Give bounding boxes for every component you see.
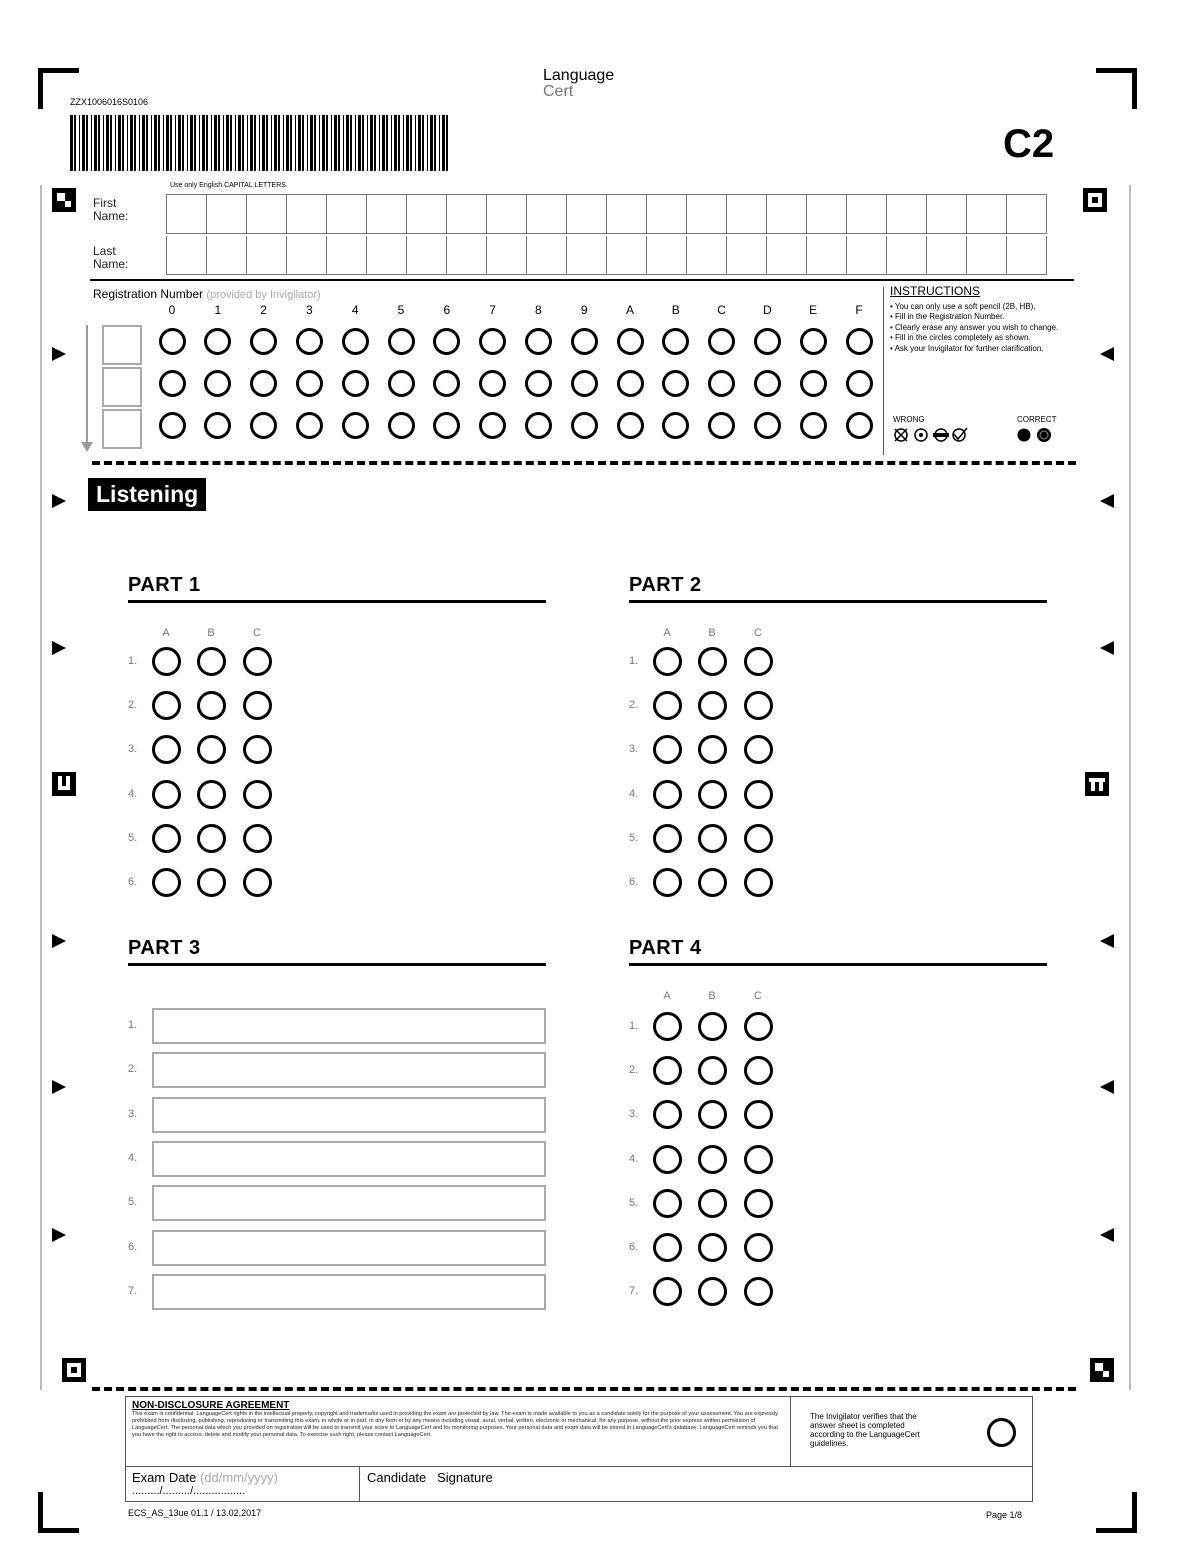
part2-question-number: 3. [629, 743, 639, 756]
registration-bubble[interactable] [204, 412, 231, 439]
registration-bubble[interactable] [296, 412, 323, 439]
part4-answer-bubble[interactable] [653, 1056, 682, 1085]
letter-cell[interactable] [1007, 236, 1047, 275]
registration-bubble[interactable] [342, 370, 369, 397]
dashed-separator [92, 461, 1076, 465]
right-margin-line [1129, 185, 1131, 1390]
part4-question-number: 1. [629, 1020, 639, 1032]
part1-question-number: 5. [128, 831, 138, 844]
left-margin-line [40, 185, 42, 1390]
part2-answer-bubble[interactable] [744, 868, 773, 897]
part2-answer-bubble[interactable] [744, 647, 773, 676]
part2-option-header: C [754, 627, 762, 639]
letter-cell[interactable] [967, 236, 1007, 275]
candidate-signature-label[interactable]: Candidate Signature [367, 1470, 493, 1485]
part1-title: PART 1 [128, 574, 201, 596]
registration-bubble[interactable] [388, 328, 415, 355]
registration-bubble[interactable] [571, 328, 598, 355]
registration-bubble[interactable] [342, 412, 369, 439]
registration-bubble[interactable] [250, 328, 277, 355]
part4-answer-bubble[interactable] [744, 1056, 773, 1085]
registration-note: (provided by Invigilator) [206, 289, 321, 301]
instruction-item: • Clearly erase any answer you wish to change. [890, 322, 1059, 332]
registration-bubble[interactable] [250, 412, 277, 439]
part2-question-number: 5. [629, 831, 639, 844]
registration-bubble[interactable] [159, 328, 186, 355]
part1-answer-bubble[interactable] [243, 735, 272, 764]
barcode [70, 115, 988, 171]
part1-answer-bubble[interactable] [243, 780, 272, 809]
part2-answer-bubble[interactable] [698, 868, 727, 897]
timing-mark-right-icon [52, 347, 66, 361]
footer-divider [359, 1466, 360, 1502]
letter-cell[interactable] [607, 195, 647, 234]
part4-answer-bubble[interactable] [744, 1277, 773, 1306]
part1-answer-bubble[interactable] [243, 868, 272, 897]
letter-cell[interactable] [767, 236, 807, 275]
timing-mark-right-icon [52, 494, 66, 508]
timing-mark-right-icon [52, 641, 66, 655]
capital-letters-note: Use only English CAPITAL LETTERS. [170, 182, 288, 189]
part2-option-header: A [663, 627, 671, 639]
dashed-separator [92, 1387, 1076, 1391]
registration-bubble[interactable] [754, 328, 781, 355]
registration-bubble[interactable] [754, 370, 781, 397]
part1-question-number: 6. [128, 876, 138, 888]
registration-bubble[interactable] [708, 370, 735, 397]
registration-bubble[interactable] [250, 370, 277, 397]
part3-answer-box[interactable] [152, 1097, 546, 1133]
exam-date-field[interactable] [132, 1470, 278, 1485]
letter-cell[interactable] [487, 195, 527, 234]
part2-answer-bubble[interactable] [744, 691, 773, 720]
letter-cell[interactable] [847, 195, 887, 234]
part4-answer-bubble[interactable] [698, 1145, 727, 1174]
registration-bubble[interactable] [433, 328, 460, 355]
footer-box [125, 1396, 1033, 1502]
registration-bubble[interactable] [846, 328, 873, 355]
registration-bubble[interactable] [433, 412, 460, 439]
registration-label: Registration Number [93, 287, 204, 301]
part1-answer-bubble[interactable] [243, 824, 272, 853]
registration-bubble[interactable] [708, 328, 735, 355]
registration-digit-header: E [809, 303, 818, 317]
part1-question-number: 4. [128, 787, 138, 800]
registration-bubble[interactable] [846, 412, 873, 439]
letter-cell[interactable] [527, 236, 567, 275]
part2-answer-bubble[interactable] [653, 868, 682, 897]
registration-bubble[interactable] [662, 328, 689, 355]
registration-bubble[interactable] [479, 412, 506, 439]
letter-cell[interactable] [367, 195, 407, 234]
part1-option-header: C [253, 627, 261, 639]
letter-cell[interactable] [287, 195, 327, 234]
part2-answer-bubble[interactable] [653, 691, 682, 720]
registration-digit-header: 9 [580, 303, 588, 317]
instruction-item: • Fill in the circles completely as shown. [890, 333, 1031, 342]
logo-line2: Cert [543, 83, 574, 100]
registration-bubble[interactable] [525, 412, 552, 439]
letter-cell[interactable] [807, 195, 847, 234]
part1-answer-bubble[interactable] [197, 780, 226, 809]
letter-cell[interactable] [727, 195, 767, 234]
letter-cell[interactable] [567, 195, 607, 234]
registration-bubble[interactable] [800, 328, 827, 355]
timing-mark-left-icon [1100, 347, 1114, 361]
part2-question-number: 6. [629, 876, 639, 888]
serial-number: ZZX1006016S0106 [70, 97, 149, 107]
part4-option-header: C [754, 990, 762, 1002]
part1-option-header: A [162, 627, 170, 639]
footer-divider [790, 1397, 791, 1466]
part1-answer-bubble[interactable] [197, 868, 226, 897]
letter-cell[interactable] [527, 195, 567, 234]
part1-answer-bubble[interactable] [197, 735, 226, 764]
part2-answer-bubble[interactable] [698, 824, 727, 853]
part3-answer-box[interactable] [152, 1185, 546, 1221]
wrong-marks-icon [893, 426, 973, 444]
registration-box-1[interactable] [102, 325, 142, 365]
last-name-label: Last Name: [93, 244, 129, 271]
instructions-divider [883, 287, 884, 455]
part2-answer-bubble[interactable] [698, 691, 727, 720]
letter-cell[interactable] [327, 236, 367, 275]
timing-mark-left-icon [1100, 641, 1114, 655]
letter-cell[interactable] [167, 195, 207, 234]
instruction-item: • You can only use a soft pencil (2B, HB). [890, 301, 1036, 311]
part2-rule [629, 600, 1047, 603]
part3-answer-box[interactable] [152, 1052, 546, 1088]
part2-question-number: 4. [629, 787, 639, 800]
letter-cell[interactable] [407, 236, 447, 275]
letter-cell[interactable] [287, 236, 327, 275]
part4-question-number: 6. [629, 1241, 639, 1253]
letter-cell[interactable] [447, 236, 487, 275]
registration-bubble[interactable] [525, 328, 552, 355]
down-arrow-icon [81, 442, 93, 452]
part2-question-number: 2. [629, 699, 639, 712]
letter-cell[interactable] [967, 195, 1007, 234]
letter-cell[interactable] [927, 195, 967, 234]
part3-question-number: 1. [128, 1019, 138, 1031]
instructions-panel [890, 284, 1072, 354]
registration-bubble[interactable] [296, 328, 323, 355]
part2-answer-bubble[interactable] [653, 824, 682, 853]
registration-digit-header: D [763, 303, 772, 317]
registration-title [93, 287, 321, 301]
correct-marks-icon [1015, 426, 1057, 444]
part1-answer-bubble[interactable] [152, 647, 181, 676]
part1-answer-bubble[interactable] [197, 691, 226, 720]
part2-answer-bubble[interactable] [744, 735, 773, 764]
part3-question-number: 7. [128, 1284, 138, 1297]
part4-answer-bubble[interactable] [698, 1189, 727, 1218]
part1-answer-bubble[interactable] [243, 691, 272, 720]
name-section-divider [90, 279, 1074, 281]
invigilator-verification-bubble[interactable] [987, 1418, 1016, 1447]
letter-cell[interactable] [887, 195, 927, 234]
last-name-grid[interactable] [166, 236, 1047, 275]
registration-digit-header: 5 [397, 303, 405, 317]
part4-title: PART 4 [629, 937, 702, 959]
letter-cell[interactable] [647, 195, 687, 234]
instruction-item: • Fill in the Registration Number. [890, 312, 1005, 321]
part2-answer-bubble[interactable] [653, 735, 682, 764]
letter-cell[interactable] [847, 236, 887, 275]
part1-answer-bubble[interactable] [152, 691, 181, 720]
letter-cell[interactable] [687, 236, 727, 275]
languagecert-logo [543, 68, 614, 100]
registration-bubble[interactable] [525, 370, 552, 397]
registration-bubble[interactable] [571, 412, 598, 439]
registration-bubble[interactable] [617, 328, 644, 355]
exam-level: C2 [1003, 122, 1055, 166]
part4-question-number: 3. [629, 1108, 639, 1121]
registration-box-3[interactable] [102, 409, 142, 449]
registration-digit-header: B [671, 303, 680, 317]
letter-cell[interactable] [1007, 195, 1047, 234]
part1-answer-bubble[interactable] [152, 735, 181, 764]
part1-answer-bubble[interactable] [197, 824, 226, 853]
document-code: ECS_AS_13ue 01.1 / 13.02.2017 [128, 1508, 262, 1518]
letter-cell[interactable] [207, 195, 247, 234]
part4-answer-bubble[interactable] [744, 1189, 773, 1218]
page-number: Page 1/8 [986, 1510, 1023, 1520]
part4-answer-bubble[interactable] [744, 1233, 773, 1262]
part1-answer-bubble[interactable] [152, 780, 181, 809]
part4-option-header: A [663, 990, 671, 1002]
part4-question-number: 2. [629, 1064, 639, 1077]
logo-line1: Language [543, 67, 615, 84]
part3-question-number: 3. [128, 1107, 138, 1120]
part3-question-number: 2. [128, 1063, 138, 1076]
letter-cell[interactable] [207, 236, 247, 275]
alignment-marker-icon [52, 188, 76, 212]
part1-answer-bubble[interactable] [152, 824, 181, 853]
nda-block [132, 1400, 787, 1439]
registration-digit-header: 8 [535, 303, 542, 317]
letter-cell[interactable] [367, 236, 407, 275]
letter-cell[interactable] [687, 195, 727, 234]
registration-digit-header: F [855, 303, 863, 317]
part4-answer-bubble[interactable] [653, 1233, 682, 1262]
part3-question-number: 6. [128, 1240, 138, 1253]
registration-bubble[interactable] [388, 370, 415, 397]
registration-bubble[interactable] [571, 370, 598, 397]
part1-question-number: 1. [128, 655, 138, 667]
registration-digit-header: A [625, 303, 634, 317]
part3-question-number: 5. [128, 1196, 138, 1209]
registration-bubble[interactable] [662, 370, 689, 397]
alignment-marker-icon [1085, 772, 1109, 796]
wrong-label: WRONG [893, 415, 925, 424]
alignment-marker-icon [1090, 1358, 1114, 1382]
part2-answer-bubble[interactable] [698, 780, 727, 809]
part1-question-number: 3. [128, 743, 138, 756]
registration-digit-header: 2 [260, 303, 267, 317]
alignment-marker-icon [52, 772, 76, 796]
registration-bubble[interactable] [388, 412, 415, 439]
part4-question-number: 4. [629, 1152, 639, 1165]
registration-bubble[interactable] [479, 370, 506, 397]
part2-answer-bubble[interactable] [698, 647, 727, 676]
part1-option-header: B [207, 627, 215, 639]
part4-answer-bubble[interactable] [744, 1012, 773, 1041]
alignment-marker-icon [1083, 188, 1107, 212]
nda-text: This exam is confidential. LanguageCert rights in the intellectual property, copyright and trademarks used in providing the exam are protected by law. The exam is made available to you as a candidate solely for the purpose of your assessment. You are expressly prohibited from disclosing, publishing, reproducing or transmitting this exam, in whole or in part, in any form or by any means including visual, aural, verbal, written, electronic or mechanical, for any purpose, without the prior express written permission of LanguageCert. The personal data which you provided on registration will be used to transmit your score to LanguageCert and for monitoring purposes. Your personal data and exam data will be stored in LanguageCert's database. LanguageCert reminds you that you have the right to access, delete and modify your personal data. To exercise such right, please contact LanguageCert. [132, 1411, 778, 1438]
part4-answer-bubble[interactable] [653, 1100, 682, 1129]
part1-answer-bubble[interactable] [243, 647, 272, 676]
registration-digit-header: 6 [443, 303, 451, 317]
alignment-marker-icon [62, 1358, 86, 1382]
registration-bubble[interactable] [204, 328, 231, 355]
instructions-heading: INSTRUCTIONS [890, 284, 980, 298]
correct-label: CORRECT [1017, 415, 1057, 424]
part2-option-header: B [708, 627, 716, 639]
part2-answer-bubble[interactable] [653, 780, 682, 809]
registration-bubble[interactable] [754, 412, 781, 439]
registration-box-2[interactable] [102, 367, 142, 407]
footer-hline [126, 1466, 1032, 1467]
part1-rule [128, 600, 546, 603]
part4-answer-bubble[interactable] [698, 1012, 727, 1041]
letter-cell[interactable] [607, 236, 647, 275]
part4-answer-bubble[interactable] [698, 1100, 727, 1129]
first-name-grid[interactable] [166, 194, 1047, 234]
part4-question-number: 5. [629, 1196, 639, 1209]
part3-title: PART 3 [128, 937, 201, 959]
part3-rule [128, 963, 546, 966]
part4-answer-bubble[interactable] [744, 1145, 773, 1174]
letter-cell[interactable] [247, 236, 287, 275]
part4-answer-bubble[interactable] [653, 1012, 682, 1041]
registration-digit-header: C [717, 303, 726, 317]
letter-cell[interactable] [167, 236, 207, 275]
registration-bubble[interactable] [800, 370, 827, 397]
registration-digit-header: 7 [489, 303, 496, 317]
letter-cell[interactable] [247, 195, 287, 234]
part2-answer-bubble[interactable] [744, 824, 773, 853]
letter-cell[interactable] [647, 236, 687, 275]
invigilator-text: The Invigilator verifies that the answer sheet is completed according to the LanguageCert guidelines. [810, 1412, 920, 1448]
registration-bubble[interactable] [617, 412, 644, 439]
part2-question-number: 1. [629, 655, 639, 667]
letter-cell[interactable] [767, 195, 807, 234]
exam-date-blank: ........./........./................. [132, 1485, 246, 1497]
registration-bubble[interactable] [708, 412, 735, 439]
part1-answer-bubble[interactable] [197, 647, 226, 676]
registration-bubble[interactable] [204, 370, 231, 397]
timing-mark-right-icon [52, 1228, 66, 1242]
registration-bubble[interactable] [479, 328, 506, 355]
letter-cell[interactable] [567, 236, 607, 275]
registration-bubble[interactable] [846, 370, 873, 397]
part1-question-number: 2. [128, 699, 138, 712]
instruction-item: • Ask your Invigilator for further clarification. [890, 343, 1044, 353]
letter-cell[interactable] [887, 236, 927, 275]
registration-bubble[interactable] [296, 370, 323, 397]
part4-option-header: B [708, 990, 716, 1002]
registration-bubble[interactable] [159, 412, 186, 439]
crop-mark-bottom-left [38, 1492, 79, 1533]
part2-answer-bubble[interactable] [698, 735, 727, 764]
registration-bubble[interactable] [662, 412, 689, 439]
section-title-listening: Listening [88, 478, 206, 511]
registration-bubble[interactable] [342, 328, 369, 355]
part4-answer-bubble[interactable] [698, 1233, 727, 1262]
timing-mark-left-icon [1100, 1228, 1114, 1242]
part3-answer-box[interactable] [152, 1141, 546, 1177]
timing-mark-right-icon [52, 1080, 66, 1094]
letter-cell[interactable] [447, 195, 487, 234]
part3-answer-box[interactable] [152, 1274, 546, 1310]
letter-cell[interactable] [807, 236, 847, 275]
part4-question-number: 7. [629, 1285, 639, 1298]
part3-question-number: 4. [128, 1151, 138, 1164]
timing-mark-right-icon [52, 934, 66, 948]
registration-bubble[interactable] [617, 370, 644, 397]
registration-digit-header: 4 [351, 303, 359, 317]
part2-answer-bubble[interactable] [744, 780, 773, 809]
letter-cell[interactable] [327, 195, 367, 234]
letter-cell[interactable] [407, 195, 447, 234]
registration-arrow-line [86, 325, 88, 445]
part4-answer-bubble[interactable] [653, 1145, 682, 1174]
part3-answer-box[interactable] [152, 1008, 546, 1044]
letter-cell[interactable] [487, 236, 527, 275]
crop-mark-top-right [1096, 68, 1137, 109]
first-name-label: First Name: [93, 196, 129, 223]
registration-bubble[interactable] [433, 370, 460, 397]
part4-rule [629, 963, 1047, 966]
part4-answer-bubble[interactable] [744, 1100, 773, 1129]
part2-answer-bubble[interactable] [653, 647, 682, 676]
crop-mark-bottom-right [1096, 1492, 1137, 1533]
part4-answer-bubble[interactable] [698, 1277, 727, 1306]
part1-answer-bubble[interactable] [152, 868, 181, 897]
registration-digit-header: 3 [306, 303, 313, 317]
part3-answer-box[interactable] [152, 1230, 546, 1266]
timing-mark-left-icon [1100, 494, 1114, 508]
registration-bubble[interactable] [159, 370, 186, 397]
nda-title: NON-DISCLOSURE AGREEMENT [132, 1400, 290, 1411]
registration-bubble[interactable] [800, 412, 827, 439]
timing-mark-left-icon [1100, 934, 1114, 948]
registration-digit-header: 0 [168, 303, 176, 317]
timing-mark-left-icon [1100, 1080, 1114, 1094]
part4-answer-bubble[interactable] [653, 1189, 682, 1218]
exam-date-format: (dd/mm/yyyy) [199, 1470, 278, 1485]
part4-answer-bubble[interactable] [698, 1056, 727, 1085]
part4-answer-bubble[interactable] [653, 1277, 682, 1306]
registration-digit-header: 1 [214, 303, 222, 317]
letter-cell[interactable] [727, 236, 767, 275]
letter-cell[interactable] [927, 236, 967, 275]
exam-date-label: Exam Date [132, 1470, 197, 1485]
part2-title: PART 2 [629, 574, 702, 596]
